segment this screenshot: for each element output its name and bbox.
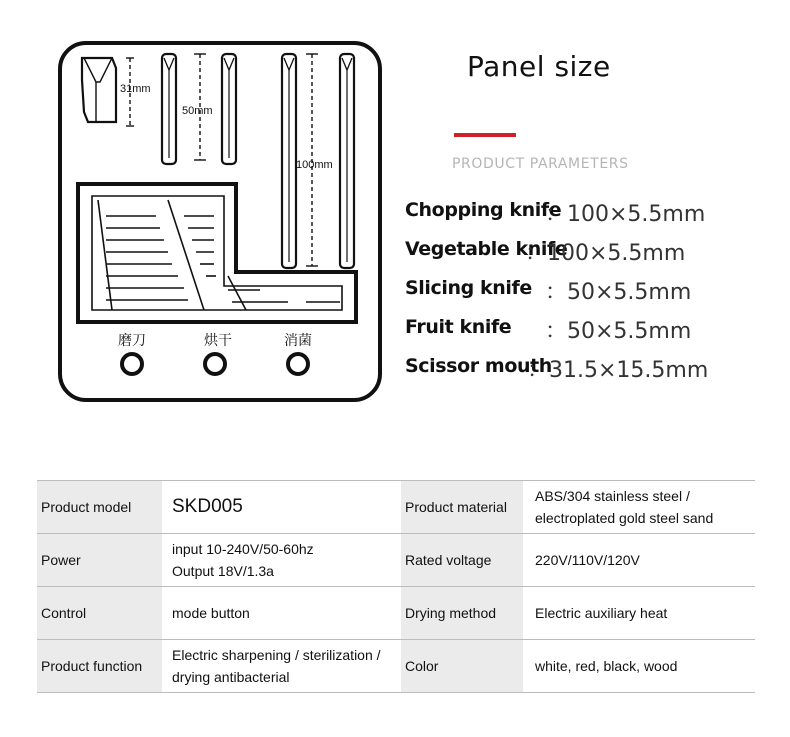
table-value-line: Electric sharpening / sterilization / [172,647,381,663]
spec-value: ：50×5.5mm [545,280,692,305]
table-value-cell [162,481,401,534]
table-value-cell [523,534,755,587]
table-row [37,481,755,534]
spec-row-vegetable-knife [405,234,785,264]
spec-label: Vegetable knife [405,238,568,260]
table-header-cell: Product material [401,481,523,534]
sharpen-button [122,354,142,374]
table-header-cell: Color [401,640,523,693]
table-value-line: 220V/110V/120V [535,552,640,568]
table-header-cell: Control [37,587,162,640]
table-value-line: Output 18V/1.3a [172,563,274,579]
table-header-cell: Power [37,534,162,587]
table-value-line: Electric auxiliary heat [535,605,668,621]
spec-row-chopping-knife [405,195,785,225]
dimension-label-100mm: 100mm [296,159,333,171]
section-subtitle: PRODUCT PARAMETERS [452,156,629,172]
table-value-line: SKD005 [172,496,243,517]
table-value-cell [162,534,401,587]
table-value-line: drying antibacterial [172,669,290,685]
spec-label: Scissor mouth [405,355,552,377]
table-header-cell: Product function [37,640,162,693]
table-value-line: white, red, black, wood [535,658,678,674]
table-value-cell [162,640,401,693]
accent-divider [454,133,516,137]
table-header-cell: Rated voltage [401,534,523,587]
dimension-label-50mm: 50mm [182,105,213,117]
table-value-cell [523,640,755,693]
spec-label: Fruit knife [405,316,512,338]
table-value-cell [523,587,755,640]
table-row [37,534,755,587]
table-header-cell: Product model [37,481,162,534]
table-value-line: input 10-240V/50-60hz [172,541,314,557]
sterilize-button [288,354,308,374]
page-title: Panel size [467,50,611,83]
parameter-table [37,480,755,693]
button-label-dry: 烘干 [204,333,232,349]
table-value-line: ABS/304 stainless steel / [535,488,690,504]
spec-value: ：50×5.5mm [545,319,692,344]
spec-label: Slicing knife [405,277,532,299]
spec-value: ：100×5.5mm [545,202,706,227]
knife-panel-diagram [56,40,386,404]
spec-row-fruit-knife [405,312,785,342]
table-row [37,587,755,640]
table-value-line: electroplated gold steel sand [535,510,714,526]
table-value-line: mode button [172,605,250,621]
table-value-cell [162,587,401,640]
table-value-cell [523,481,755,534]
dry-button [205,354,225,374]
button-label-sharpen: 磨刀 [118,333,146,349]
spec-label: Chopping knife [405,199,562,221]
spec-value: ：31.5×15.5mm [527,358,709,383]
spec-value: ：100×5.5mm [525,241,686,266]
button-label-sterilize: 消菌 [284,333,312,349]
table-header-cell: Drying method [401,587,523,640]
spec-row-slicing-knife [405,273,785,303]
table-row [37,640,755,693]
scissor-slot [82,58,116,122]
dimension-label-31mm: 31mm [120,83,151,95]
spec-row-scissor-mouth [405,351,785,381]
